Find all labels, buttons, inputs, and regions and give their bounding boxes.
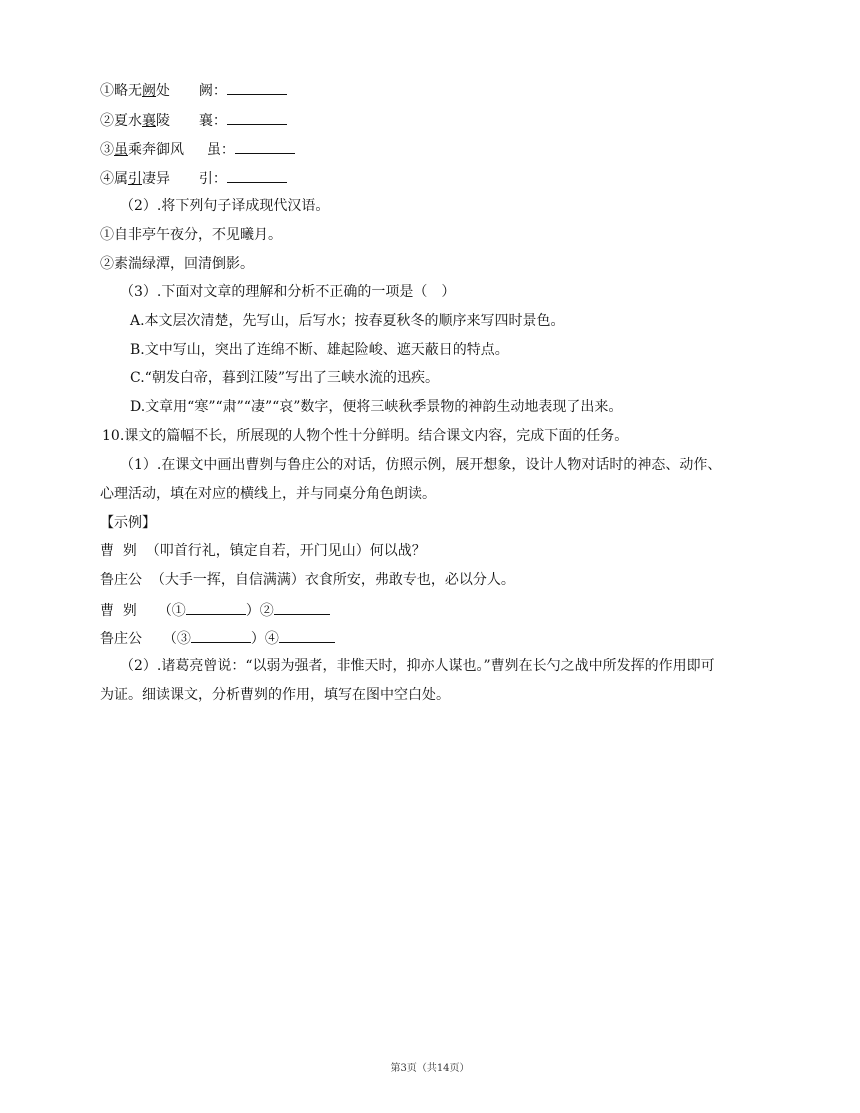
underlined-char: 襄 <box>142 113 156 129</box>
vocab-item-2: ②夏水襄陵 襄： <box>100 110 287 130</box>
page-footer: 第3页（共14页） <box>390 1063 470 1074</box>
answer-blank[interactable] <box>191 628 251 643</box>
q10-title: 10.课文的篇幅不长，所展现的人物个性十分鲜明。结合课文内容，完成下面的任务。 <box>102 428 629 444</box>
q9-3-heading: （3）.下面对文章的理解和分析不正确的一项是（ ） <box>120 284 456 300</box>
example-label: 【示例】 <box>100 515 156 531</box>
underlined-char: 引 <box>128 171 142 187</box>
q10-2-line-1: （2）.诸葛亮曾说：“以弱为强者，非惟天时，抑亦人谋也。”曹刿在长勺之战中所发挥的作用即可 <box>120 658 715 674</box>
fill-line-1: 曹 刿 （① ）② <box>100 600 330 620</box>
underlined-char: 虽 <box>114 142 128 158</box>
fill-line-2: 鲁庄公 （③ ）④ <box>100 628 335 648</box>
answer-blank[interactable] <box>235 139 295 154</box>
example-line-2: 鲁庄公 （大手一挥，自信满满）衣食所安，弗敢专也，必以分人。 <box>100 572 515 588</box>
answer-blank[interactable] <box>227 168 287 183</box>
q9-2-heading: （2）.将下列句子译成现代汉语。 <box>120 198 330 214</box>
q9-2-sentence-2: ②素湍绿潭，回清倒影。 <box>100 256 254 272</box>
option-d: D.文章用“寒”“肃”“凄”“哀”数字，便将三峡秋季景物的神韵生动地表现了出来。 <box>130 399 623 415</box>
option-a: A.本文层次清楚，先写山，后写水；按春夏秋冬的顺序来写四时景色。 <box>130 313 565 329</box>
q9-2-sentence-1: ①自非亭午夜分，不见曦月。 <box>100 227 282 243</box>
q10-2-line-2: 为证。细读课文，分析曹刿的作用，填写在图中空白处。 <box>100 687 450 703</box>
q10-1-line-2: 心理活动，填在对应的横线上，并与同桌分角色朗读。 <box>100 486 436 502</box>
underlined-char: 阙 <box>142 83 156 99</box>
option-c: C.“朝发白帝，暮到江陵”写出了三峡水流的迅疾。 <box>130 370 439 386</box>
vocab-item-3: ③虽乘奔御风 虽： <box>100 139 295 159</box>
example-line-1: 曹 刿 （叩首行礼，镇定自若，开门见山）何以战？ <box>100 543 426 559</box>
vocab-item-4: ④属引凄异 引： <box>100 168 287 188</box>
q10-1-line-1: （1）.在课文中画出曹刿与鲁庄公的对话，仿照示例，展开想象，设计人物对话时的神态、动作、 <box>120 457 722 473</box>
answer-blank[interactable] <box>274 600 330 615</box>
answer-blank[interactable] <box>227 110 287 125</box>
answer-blank[interactable] <box>186 600 246 615</box>
vocab-item-1: ①略无阙处 阙： <box>100 80 287 100</box>
answer-blank[interactable] <box>279 628 335 643</box>
answer-blank[interactable] <box>227 80 287 95</box>
option-b: B.文中写山，突出了连绵不断、雄起险峻、遮天蔽日的特点。 <box>130 342 509 358</box>
